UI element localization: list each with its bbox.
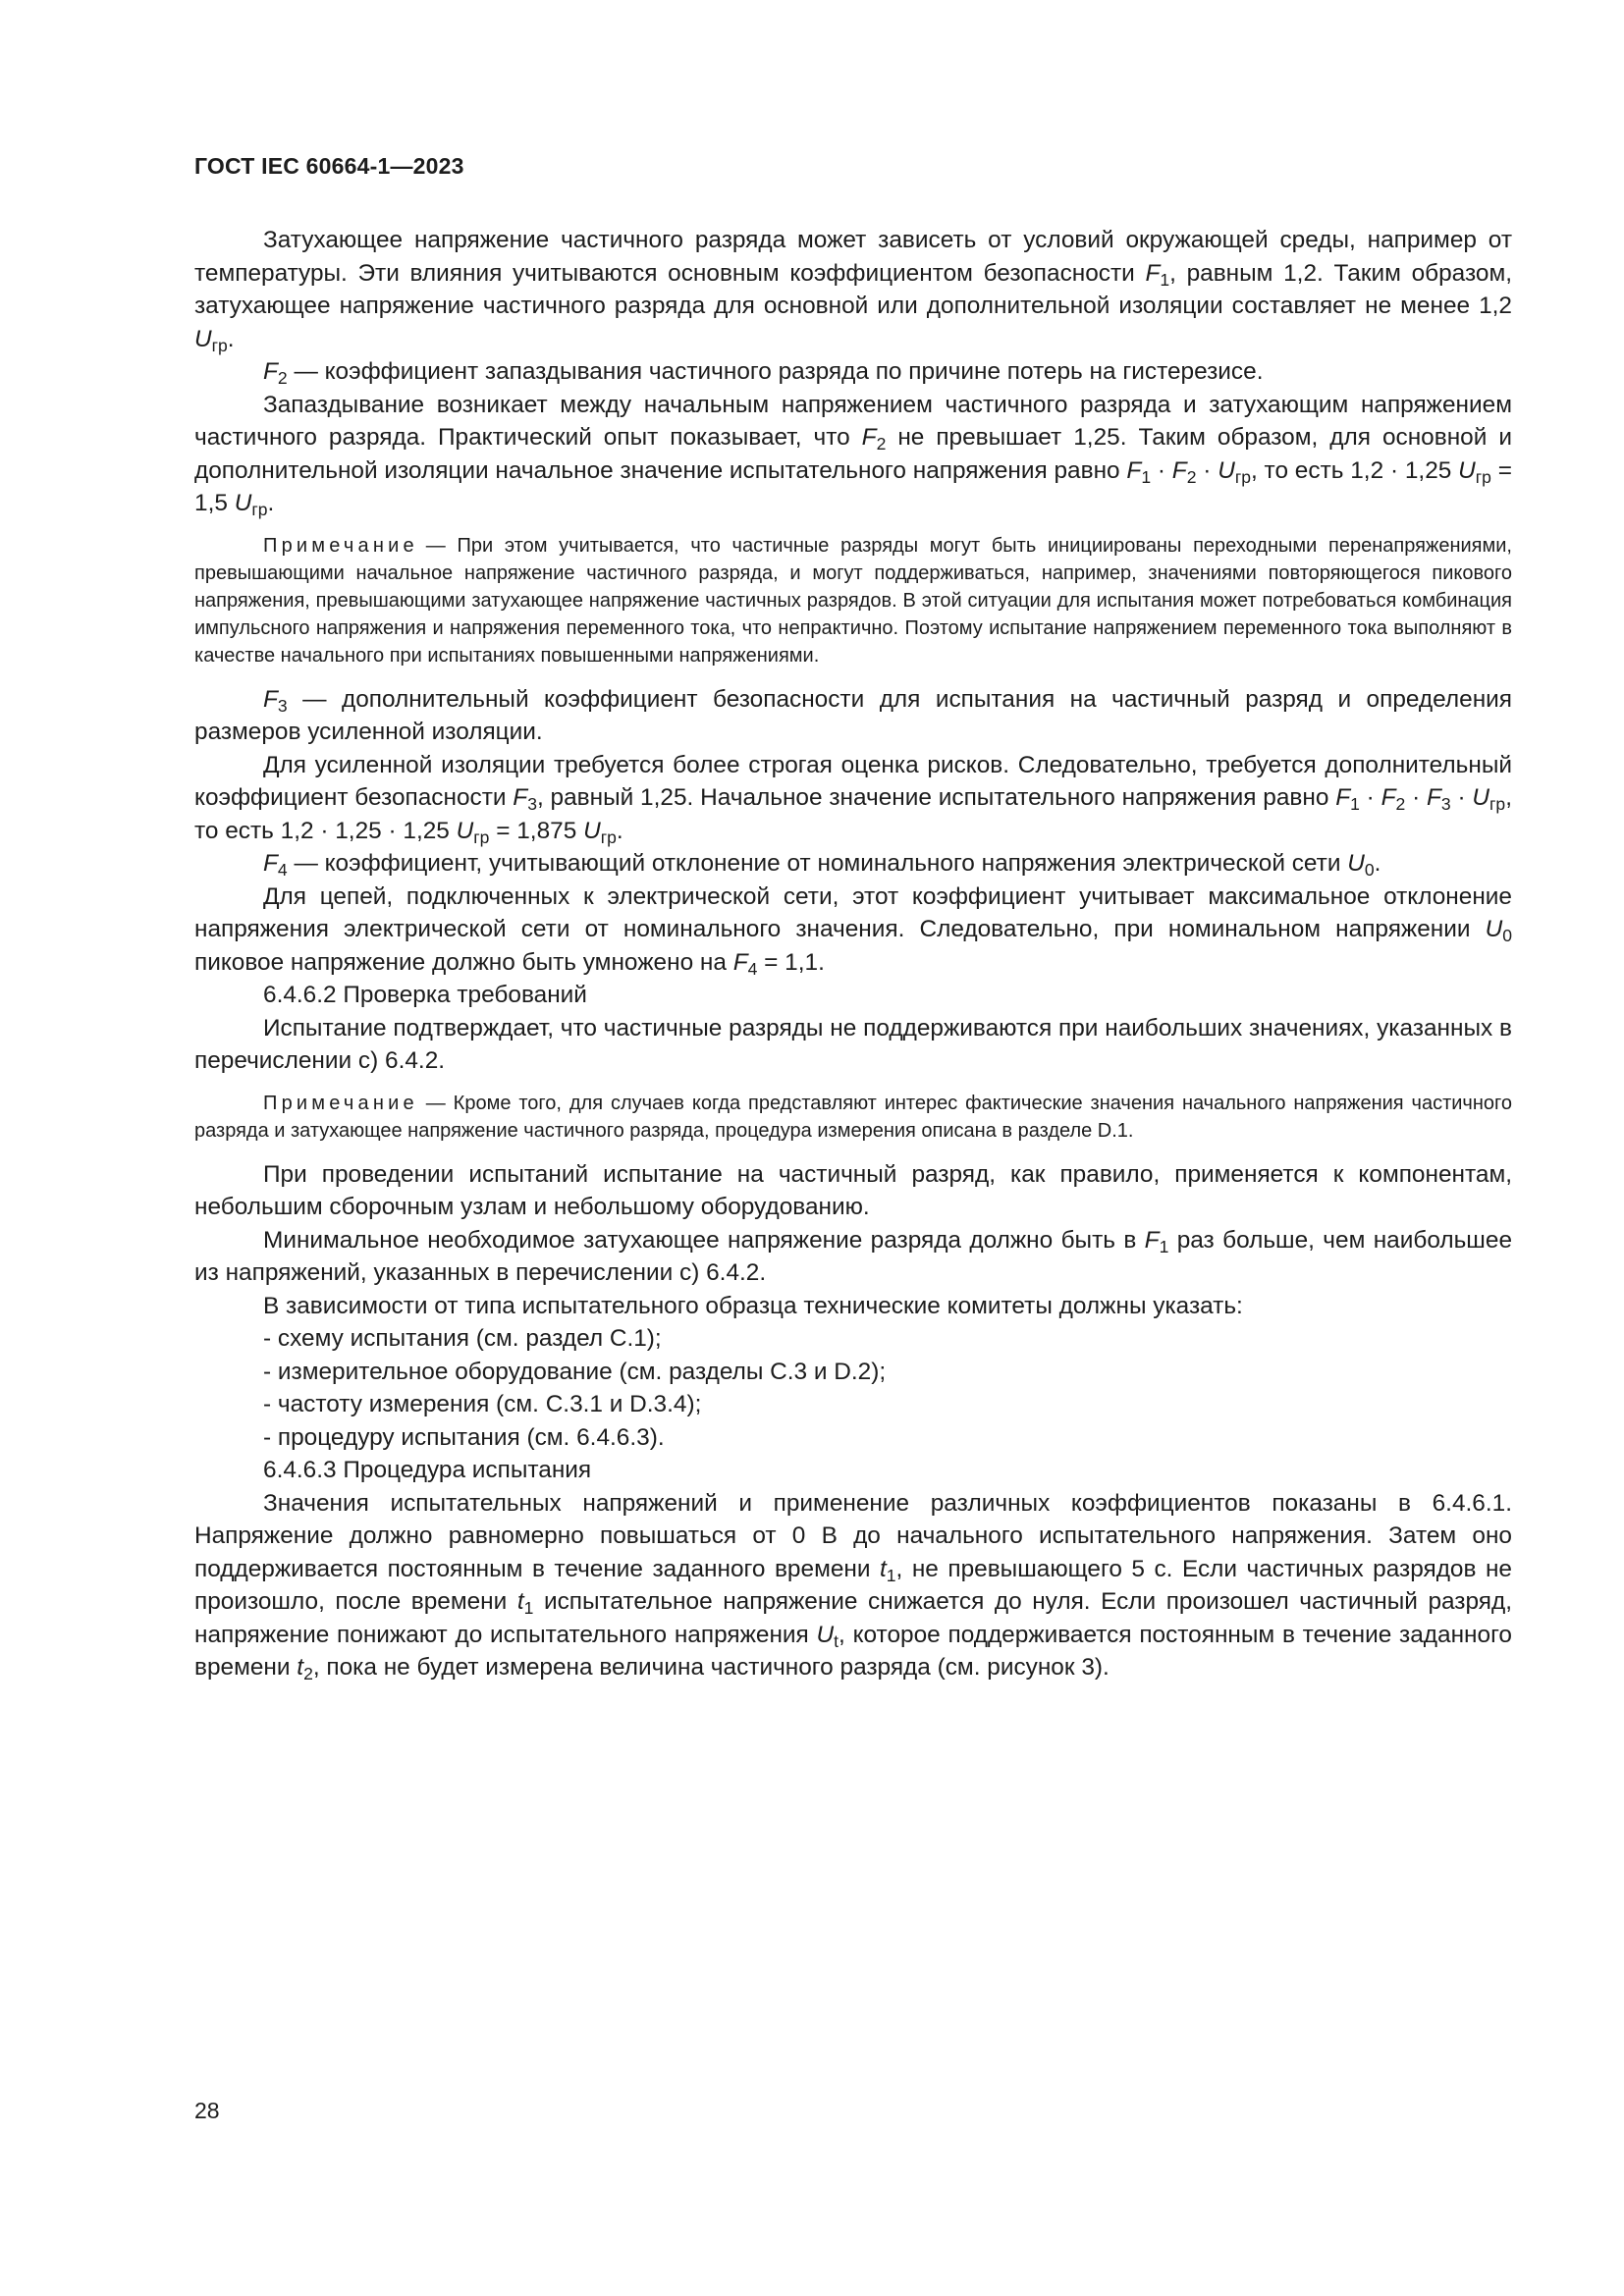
- paragraph: $F_4$ — коэффициент, учитывающий отклонение от номинального напряжения электрической сети $U_0$.: [263, 850, 1381, 880]
- paragraph: Испытание подтверждает, что частичные разряды не поддерживаются при наибольших значениях, указанных в перечислении с) 6.4.2.: [194, 1014, 1512, 1074]
- page-number: 28: [194, 2098, 220, 2123]
- list-item: - схему испытания (см. раздел С.1);: [263, 1325, 662, 1352]
- note-label: Примечание: [263, 534, 418, 557]
- document-body: [194, 224, 1512, 1684]
- note: Примечание — При этом учитывается, что частичные разряды могут быть инициированы переходными перенапряжениями, превышающими начальное напряжение частичного разряда, и могут поддерживаться, например, значениями повторяющегося пикового напряжения, превышающими затухающее напряжение частичных разрядов. В этой ситуации для испытания может потребоваться комбинация импульсного напряжения и напряжения переменного тока, что непрактично. Поэтому испытание напряжением переменного тока выполняют в качестве начального при испытаниях повышенными напряжениями.: [194, 534, 1512, 667]
- paragraph: $F_3$ — дополнительный коэффициент безопасности для испытания на частичный разряд и определения размеров усиленной изоляции.: [194, 685, 1512, 745]
- list-item: - процедуру испытания (см. 6.4.6.3).: [263, 1423, 665, 1451]
- paragraph: В зависимости от типа испытательного образца технические комитеты должны указать:: [263, 1292, 1243, 1319]
- section-heading-6-4-6-3: 6.4.6.3 Процедура испытания: [263, 1457, 592, 1483]
- paragraph: $F_2$ — коэффициент запаздывания частичного разряда по причине потерь на гистерезисе.: [263, 358, 1264, 388]
- list-item: - частоту измерения (см. С.3.1 и D.3.4);: [263, 1391, 702, 1417]
- paragraph: Затухающее напряжение частичного разряда может зависеть от условий окружающей среды, например от температуры. Эти влияния учитываются основным коэффициентом безопасности $F_1$, равным 1,2. Таким образом, затухающее напряжение частичного разряда для основной или дополнительной изоляции составляет не менее 1,2 $U_{гр}$.: [194, 227, 1512, 355]
- paragraph: Минимальное необходимое затухающее напряжение разряда должно быть в $F_1$ раз больше, чем наибольшее из напряжений, указанных в перечислении с) 6.4.2.: [194, 1226, 1513, 1286]
- note: Примечание — Кроме того, для случаев когда представляют интерес фактические значения начального напряжения частичного разряда и затухающее напряжение частичного разряда, процедура измерения описана в разделе D.1.: [194, 1092, 1512, 1142]
- paragraph: При проведении испытаний испытание на частичный разряд, как правило, применяется к компонентам, небольшим сборочным узлам и небольшому оборудованию.: [194, 1160, 1512, 1220]
- paragraph: Запаздывание возникает между начальным напряжением частичного разряда и затухающим напряжением частичного разряда. Практический опыт показывает, что $F_2$ не превышает 1,25. Таким образом, для основной и дополнительной изоляции начальное значение испытательного напряжения равно $F_1 \cdot F_2 \cdot U_{гр}$, то есть 1,2 · 1,25 $U_{гр} = 1,5$ $U_{гр}$.: [194, 391, 1512, 519]
- section-heading-6-4-6-2: 6.4.6.2 Проверка требований: [263, 982, 587, 1008]
- list-item: - измерительное оборудование (см. разделы С.3 и D.2);: [263, 1358, 887, 1385]
- note-label: Примечание: [263, 1092, 418, 1114]
- paragraph: Для цепей, подключенных к электрической сети, этот коэффициент учитывает максимальное отклонение напряжения электрической сети от номинального значения. Следовательно, при номинальном напряжении $U_0$ пиковое напряжение должно быть умножено на $F_4 = 1,1$.: [194, 882, 1512, 979]
- paragraph: Для усиленной изоляции требуется более строгая оценка рисков. Следовательно, требуется дополнительный коэффициент безопасности $F_3$, равный 1,25. Начальное значение испытательного напряжения равно $F_1 \cdot F_2 \cdot F_3 \cdot U_{гр}$, то есть 1,2 · 1,25 · 1,25 $U_{гр} = 1,875$ $U_{гр}$.: [194, 751, 1512, 847]
- paragraph: Значения испытательных напряжений и применение различных коэффициентов показаны в 6.4.6.1. Напряжение должно равномерно повышаться от 0 В до начального испытательного напряжения. Затем оно поддерживается постоянным в течение заданного времени $t_1$, не превышающего 5 с. Если частичных разрядов не произошло, после времени $t_1$ испытательное напряжение снижается до нуля. Если произошел частичный разряд, напряжение понижают до испытательного напряжения $U_t$, которое поддерживается постоянным в течение заданного времени $t_2$, пока не будет измерена величина частичного разряда (см. рисунок 3).: [194, 1489, 1513, 1683]
- standard-header: ГОСТ IEC 60664-1—2023: [194, 153, 464, 179]
